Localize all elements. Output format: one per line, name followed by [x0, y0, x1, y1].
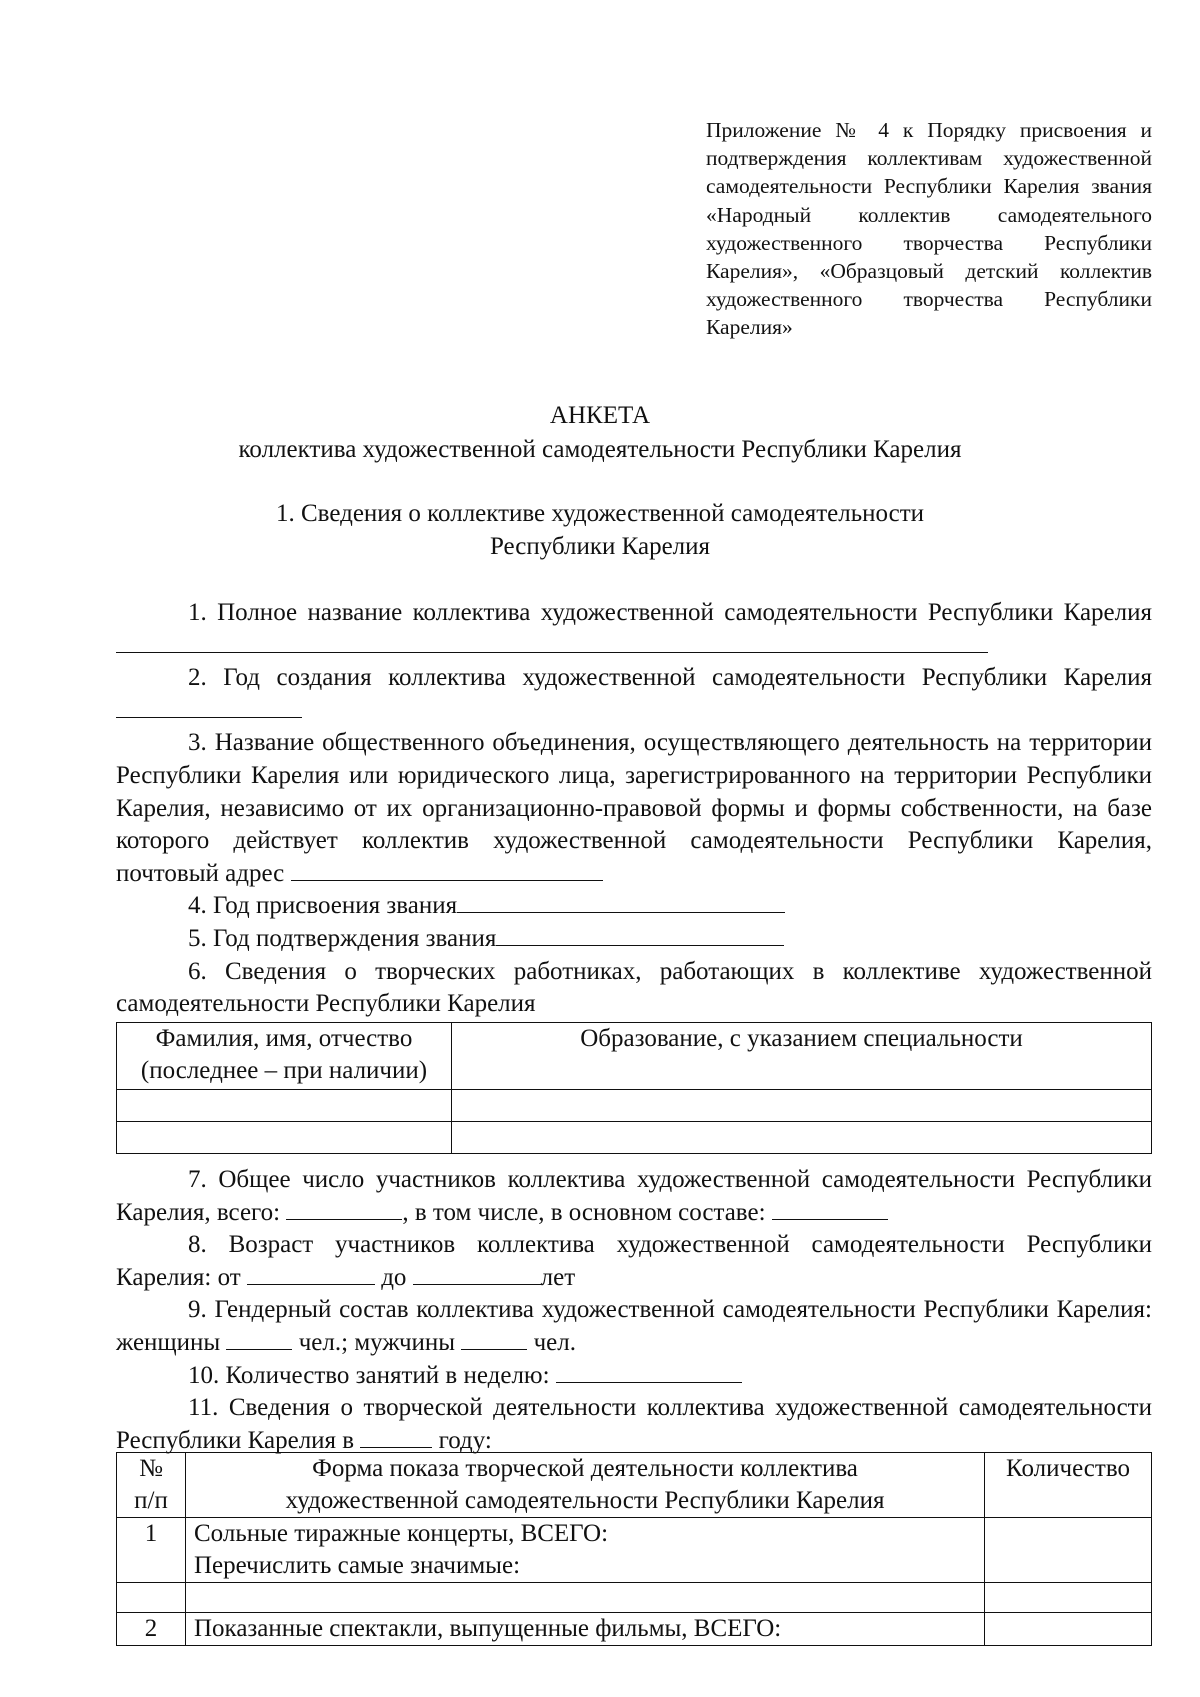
form-title: АНКЕТА	[549, 402, 651, 429]
item-4: 4. Год присвоения звания	[116, 890, 1152, 923]
column-header-form: Форма показа творческой деятельности коллектива художественной самодеятельности Республики Карелия	[186, 1453, 985, 1518]
blank-field-classes-per-week[interactable]	[556, 1360, 742, 1383]
blank-field-age-from[interactable]	[247, 1262, 375, 1285]
table-row	[117, 1613, 1152, 1646]
item-5: 5. Год подтверждения звания	[116, 923, 1152, 956]
table-row	[117, 1122, 1152, 1154]
table-cell[interactable]	[452, 1090, 1152, 1122]
table-header-row	[117, 1453, 1152, 1518]
table-cell[interactable]	[117, 1090, 452, 1122]
table-header-row	[117, 1023, 1152, 1090]
blank-field-year-created[interactable]	[116, 695, 302, 718]
section-heading: 1. Сведения о коллективе художественной самодеятельности	[276, 500, 924, 527]
row-number: 1	[117, 1518, 186, 1583]
table-row	[117, 1518, 1152, 1583]
blank-field-organization[interactable]	[291, 858, 603, 881]
row-count-cell[interactable]	[985, 1613, 1152, 1646]
blank-field-women[interactable]	[226, 1327, 292, 1350]
blank-field-age-to[interactable]	[413, 1262, 541, 1285]
activity-table	[116, 1452, 1152, 1646]
item-11: 11. Сведения о творческой деятельности коллектива художественной самодеятельности Республики Карелия в году:	[116, 1394, 1152, 1454]
blank-field-year-confirmed[interactable]	[496, 923, 784, 946]
item-2: 2. Год создания коллектива художественной самодеятельности Республики Карелия	[116, 662, 1152, 727]
blank-field-main-participants[interactable]	[772, 1197, 888, 1220]
annex-note: Приложение № 4 к Порядку присвоения и подтверждения коллективам художественной самодеятельности Республики Карелия звания «Народный коллектив самодеятельного художественного творчества Республики Карелия», «Образцовый детский коллектив художественного творчества Республики Карелия»	[706, 118, 1152, 340]
column-header-education: Образование, с указанием специальности	[452, 1023, 1152, 1090]
column-header-number: № п/п	[117, 1453, 186, 1518]
blank-field-men[interactable]	[461, 1327, 527, 1350]
item-6: 6. Сведения о творческих работниках, работающих в коллективе художественной самодеятельности Республики Карелия	[116, 957, 1152, 1018]
item-10: 10. Количество занятий в неделю:	[116, 1360, 1152, 1393]
table-cell[interactable]	[985, 1583, 1152, 1613]
table-cell[interactable]	[117, 1122, 452, 1154]
row-count-cell[interactable]	[985, 1518, 1152, 1583]
item-3: 3. Название общественного объединения, осуществляющего деятельность на территории Республики Карелия или юридического лица, зарегистрированного на территории Республики Карелия, независимо от их организационно-правовой формы и формы собственности, на базе которого действует коллектив художественной самодеятельности Республики Карелия, почтовый адрес	[116, 729, 1152, 887]
blank-field-year[interactable]	[360, 1425, 432, 1448]
row-form: Сольные тиражные концерты, ВСЕГО: Перечислить самые значимые:	[186, 1518, 985, 1583]
section-heading-cont: Республики Карелия	[489, 533, 711, 560]
item-1: 1. Полное название коллектива художественной самодеятельности Республики Карелия	[116, 597, 1152, 662]
table-row	[117, 1583, 1152, 1613]
column-header-count: Количество	[985, 1453, 1152, 1518]
row-form: Показанные спектакли, выпущенные фильмы, ВСЕГО:	[186, 1613, 985, 1646]
form-subtitle: коллектива художественной самодеятельности Республики Карелия	[238, 436, 962, 463]
form-items-block-2	[116, 1164, 1152, 1457]
item-8: 8. Возраст участников коллектива художественной самодеятельности Республики Карелия: от до лет	[116, 1231, 1152, 1291]
row-number: 2	[117, 1613, 186, 1646]
blank-field-name[interactable]	[116, 630, 988, 653]
item-7: 7. Общее число участников коллектива художественной самодеятельности Республики Карелия, всего: , в том числе, в основном составе:	[116, 1166, 1152, 1226]
blank-field-year-awarded[interactable]	[457, 890, 785, 913]
table-cell	[117, 1583, 186, 1613]
staff-table	[116, 1022, 1152, 1154]
table-cell[interactable]	[186, 1583, 985, 1613]
blank-field-total-participants[interactable]	[286, 1197, 402, 1220]
table-row	[117, 1090, 1152, 1122]
item-9: 9. Гендерный состав коллектива художественной самодеятельности Республики Карелия: женщины чел.; мужчины чел.	[116, 1296, 1152, 1356]
form-items-block-1	[116, 597, 1152, 1021]
column-header-name: Фамилия, имя, отчество (последнее – при наличии)	[117, 1023, 452, 1090]
table-cell[interactable]	[452, 1122, 1152, 1154]
